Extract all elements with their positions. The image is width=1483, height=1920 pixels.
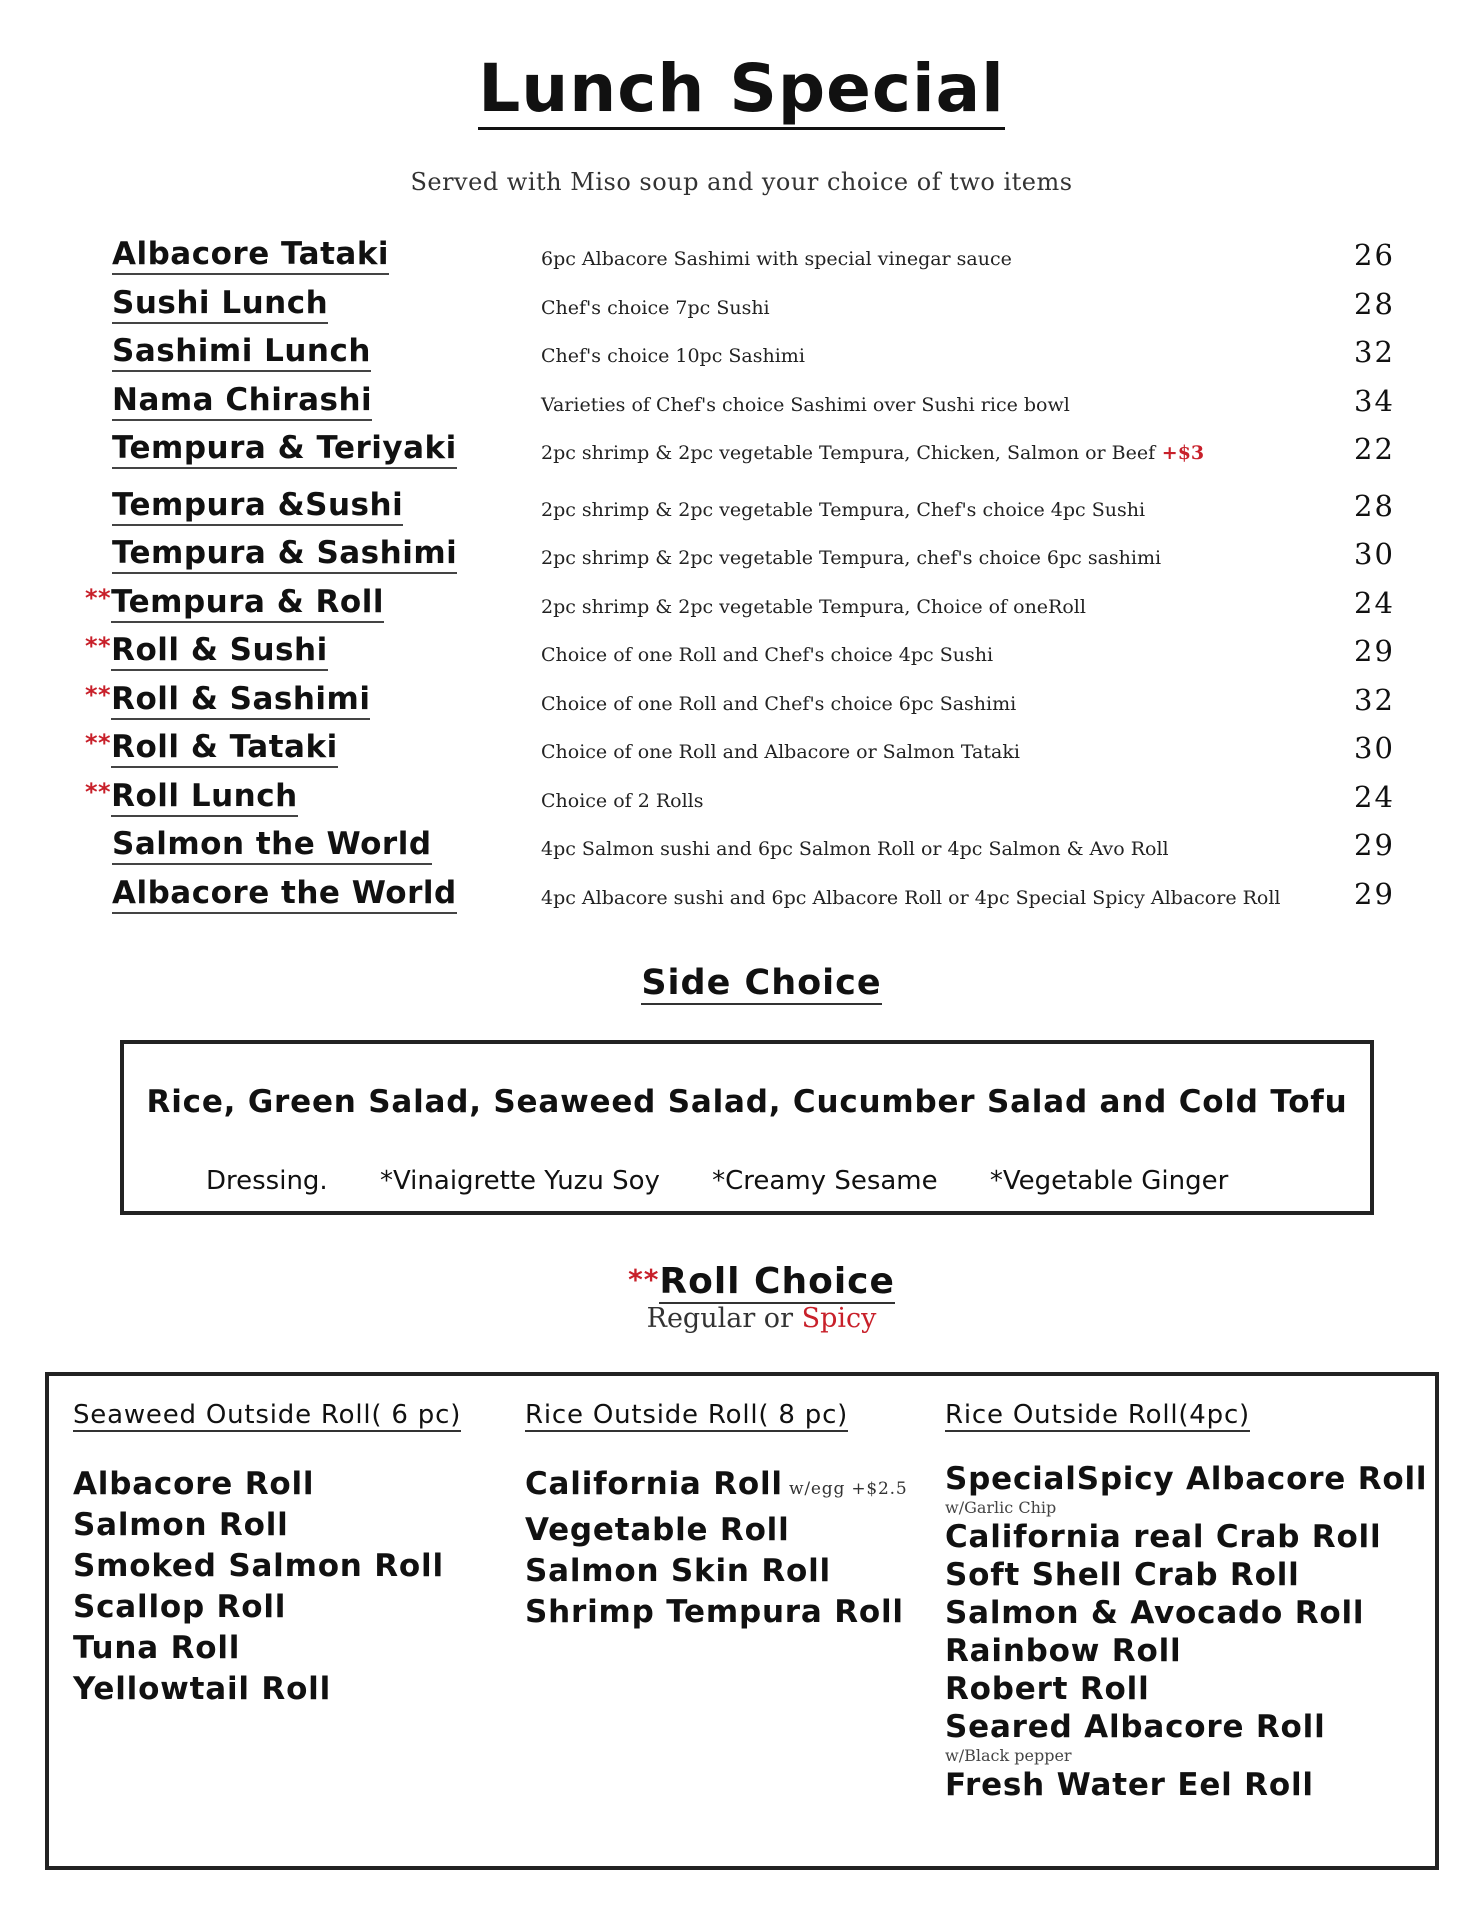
menu-item-row: [0, 632, 1483, 681]
roll-list: [525, 1464, 907, 1633]
dressing-row: [206, 1166, 1272, 1196]
menu-item-row: [0, 875, 1483, 924]
column-heading: Seaweed Outside Roll( 6 pc): [73, 1400, 462, 1430]
roll-item: Scallop Roll: [73, 1589, 287, 1625]
side-items: Rice, Green Salad, Seaweed Salad, Cucumber Salad and Cold Tofu: [146, 1084, 1348, 1120]
menu-item-description: Choice of 2 Rolls: [541, 789, 704, 812]
menu-item-description: Chef's choice 10pc Sashimi: [541, 345, 805, 367]
side-choice-box: [120, 1040, 1374, 1215]
menu-item-price: 34: [1354, 383, 1395, 418]
menu-item-description: 2pc shrimp & 2pc vegetable Tempura, Choice of oneRoll: [541, 595, 1086, 618]
star-marker: **: [628, 1263, 660, 1296]
menu-item-name: **Roll & Sushi: [85, 632, 328, 668]
star-marker: **: [85, 729, 112, 757]
roll-item: Robert Roll: [945, 1671, 1150, 1707]
menu-item-row: [0, 382, 1483, 431]
column-heading: Rice Outside Roll(4pc): [945, 1400, 1250, 1430]
menu-item-description: Choice of one Roll and Chef's choice 4pc Sushi: [541, 644, 994, 666]
menu-item-description: 2pc shrimp & 2pc vegetable Tempura, Chicken, Salmon or Beef +$3: [541, 442, 1205, 464]
roll-list: [945, 1460, 1427, 1804]
menu-item-price: 24: [1354, 585, 1395, 620]
menu-item-name: Salmon the World: [112, 826, 432, 862]
menu-item-description: 4pc Salmon sushi and 6pc Salmon Roll or 4pc Salmon & Avo Roll: [541, 838, 1169, 860]
menu-item-price: 29: [1354, 634, 1395, 668]
menu-item-row: [0, 285, 1483, 334]
dressing-option: *Vegetable Ginger: [989, 1166, 1229, 1196]
roll-column-seaweed: [73, 1400, 461, 1710]
roll-item: Rainbow Roll: [945, 1633, 1182, 1669]
menu-item-description: Choice of one Roll and Chef's choice 6pc Sashimi: [541, 692, 1017, 715]
menu-item-row: [0, 681, 1483, 730]
menu-item-row: [0, 430, 1483, 479]
menu-item-price: 26: [1354, 238, 1395, 272]
star-marker: **: [85, 583, 112, 612]
menu-item-name: Tempura &Sushi: [112, 487, 403, 523]
menu-item-name: **Roll & Sashimi: [85, 681, 370, 717]
menu-item-description: Varieties of Chef's choice Sashimi over Sushi rice bowl: [541, 393, 1070, 416]
roll-item: Seared Albacore Roll w/Black pepper: [945, 1708, 1427, 1766]
roll-list: [73, 1464, 461, 1710]
star-marker: **: [85, 632, 112, 660]
menu-item-description: 2pc shrimp & 2pc vegetable Tempura, chef's choice 6pc sashimi: [541, 547, 1162, 569]
roll-item: California Roll w/egg +$2.5: [525, 1466, 908, 1502]
page-subtitle: Served with Miso soup and your choice of two items: [410, 168, 1073, 196]
roll-item: Vegetable Roll: [525, 1512, 790, 1548]
roll-choice-box: [45, 1372, 1439, 1870]
menu-item-name: **Tempura & Roll: [85, 584, 384, 620]
menu-item-description: 4pc Albacore sushi and 6pc Albacore Roll or 4pc Special Spicy Albacore Roll: [541, 886, 1281, 909]
menu-item-price: 29: [1354, 876, 1395, 911]
menu-item-row: [0, 729, 1483, 778]
menu-item-row: [0, 584, 1483, 633]
menu-item-description: Choice of one Roll and Albacore or Salmon Tataki: [541, 741, 1020, 763]
menu-item-name: Sushi Lunch: [112, 285, 328, 321]
roll-item: Fresh Water Eel Roll: [945, 1767, 1314, 1803]
menu-item-price: 28: [1354, 286, 1395, 321]
menu-item-row: [0, 487, 1483, 536]
menu-item-name: **Roll & Tataki: [85, 729, 338, 765]
lunch-specials-list: [0, 236, 1483, 923]
roll-item: SpecialSpicy Albacore Roll w/Garlic Chip: [945, 1461, 1428, 1517]
menu-item-row: [0, 535, 1483, 584]
star-marker: **: [85, 777, 112, 806]
roll-item: Tuna Roll: [73, 1630, 241, 1666]
column-heading: Rice Outside Roll( 8 pc): [525, 1400, 849, 1430]
menu-item-price: 32: [1354, 682, 1395, 717]
menu-item-name: Tempura & Sashimi: [112, 535, 457, 571]
roll-column-rice-4pc: [945, 1400, 1427, 1804]
side-choice-title: Side Choice: [641, 963, 882, 1003]
menu-item-price: 29: [1354, 828, 1395, 862]
roll-item: Soft Shell Crab Roll: [945, 1557, 1300, 1593]
menu-item-description: Chef's choice 7pc Sushi: [541, 296, 770, 319]
menu-item-description: 6pc Albacore Sashimi with special vinegar sauce: [541, 248, 1012, 270]
dressing-label: Dressing.: [206, 1166, 328, 1196]
menu-item-row: [0, 778, 1483, 827]
menu-item-price: 30: [1354, 731, 1395, 765]
menu-item-description: 2pc shrimp & 2pc vegetable Tempura, Chef's choice 4pc Sushi: [541, 498, 1146, 521]
menu-item-name: Albacore the World: [112, 875, 457, 911]
roll-choice-title: **Roll Choice: [628, 1261, 895, 1302]
menu-item-row: [0, 236, 1483, 285]
roll-note: w/egg +$2.5: [782, 1479, 908, 1499]
roll-column-rice-8pc: [525, 1400, 907, 1633]
roll-sub-note: w/Garlic Chip: [945, 1498, 1057, 1517]
roll-item: Yellowtail Roll: [73, 1671, 332, 1707]
roll-item: Smoked Salmon Roll: [73, 1548, 444, 1584]
roll-item: Salmon Roll: [73, 1507, 289, 1543]
menu-item-name: **Roll Lunch: [85, 778, 298, 814]
dressing-option: *Vinaigrette Yuzu Soy: [379, 1166, 660, 1196]
roll-item: Shrimp Tempura Roll: [525, 1594, 904, 1630]
roll-choice-subtitle: Regular or Spicy: [646, 1303, 877, 1334]
menu-item-price: 28: [1354, 488, 1395, 523]
star-marker: **: [85, 680, 112, 709]
roll-item: California real Crab Roll: [945, 1519, 1382, 1555]
menu-item-name: Nama Chirashi: [112, 382, 372, 418]
menu-item-price: 22: [1354, 432, 1395, 466]
page-title: Lunch Special: [0, 50, 1483, 127]
menu-item-price: 32: [1354, 335, 1395, 369]
roll-item: Salmon & Avocado Roll: [945, 1595, 1365, 1631]
menu-item-row: [0, 333, 1483, 382]
roll-item: Salmon Skin Roll: [525, 1553, 831, 1589]
menu-item-name: Tempura & Teriyaki: [112, 430, 457, 466]
menu-item-row: [0, 826, 1483, 875]
menu-item-name: Albacore Tataki: [112, 236, 389, 272]
menu-item-price: 30: [1354, 537, 1395, 571]
menu-item-name: Sashimi Lunch: [112, 333, 371, 369]
menu-item-price: 24: [1354, 779, 1395, 814]
roll-sub-note: w/Black pepper: [945, 1746, 1072, 1765]
dressing-option: *Creamy Sesame: [712, 1166, 938, 1196]
upcharge-note: +$3: [1155, 442, 1205, 464]
roll-item: Albacore Roll: [73, 1466, 315, 1502]
